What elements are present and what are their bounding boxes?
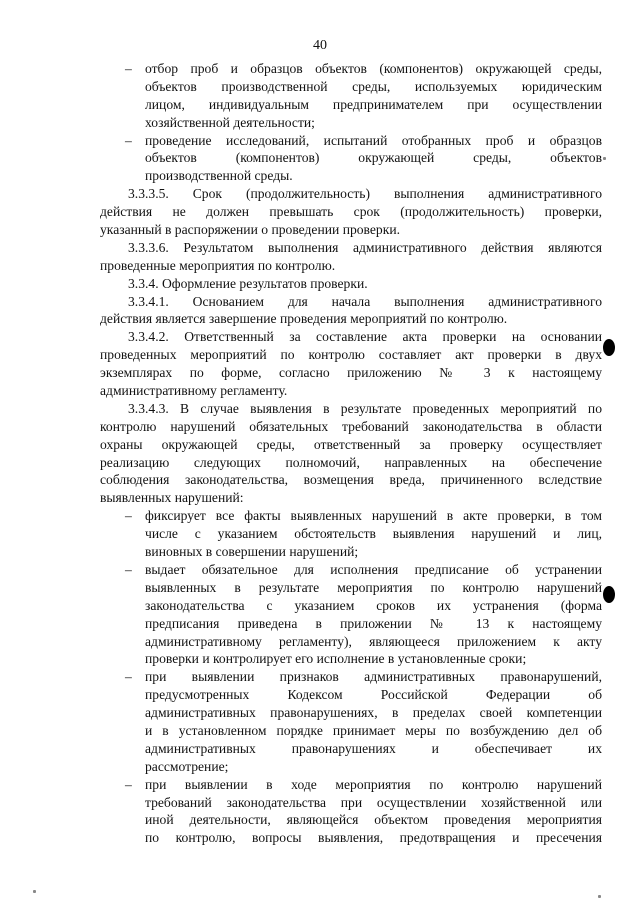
text-line: 3.3.4.1. Основанием для начала выполнения административного [128,293,602,309]
text-line: административных правонарушениях и обеспечивает их [145,740,602,756]
text-line: объектов производственной среды, используемых юридическим [145,78,602,94]
text-line: выявленных нарушений: [100,490,244,506]
text-line: 3.3.3.6. Результатом выполнения административного действия являются [128,239,602,255]
text-line: административных правонарушениях, в пределах своей компетенции [145,705,602,721]
text-line: производственной среды. [145,168,293,184]
text-line: требований законодательства при осуществлении хозяйственной или [145,794,602,810]
bullet-item-line [100,776,602,794]
text-line: 3.3.4. Оформление результатов проверки. [128,275,368,291]
text-line: законодательства с указанием сроков их устранения (форма [145,597,602,613]
text-line: по контролю, вопросы выявления, предотвращения и пресечения [145,830,602,846]
scan-speck [33,890,36,893]
bullet-item-text: отбор проб и образцов объектов (компонентов) окружающей среды, [145,61,602,76]
text-line: 3.3.3.5. Срок (продолжительность) выполнения административного [128,186,602,202]
text-line: иной деятельности, являющейся объектом проведения мероприятия [145,812,602,828]
bullet-dash: – [125,132,132,148]
bullet-dash: – [125,508,132,524]
text-line: предусмотренных Кодексом Российской Федерации об [145,687,602,703]
text-line: проверки и контролирует его исполнение в установленные сроки; [145,651,527,667]
text-line: контролю нарушений обязательных требований законодательства в области [100,418,602,434]
text-line: хозяйственной деятельности; [145,114,315,130]
scan-speck [603,157,606,160]
text-line: указанный в распоряжении о проведении проверки. [100,222,401,238]
page-number: 40 [313,38,327,53]
text-line: 3.3.4.2. Ответственный за составление акта проверки на основании [128,329,602,345]
text-line: виновных в совершении нарушений; [145,544,359,560]
bullet-dash: – [125,561,132,577]
text-line: предписания приведена в приложении № 13 к настоящему [145,615,602,631]
text-line: выявленных в результате мероприятия по контролю нарушений [145,579,602,595]
bullet-item-line [100,60,602,78]
bullet-item-text: при выявлении признаков административных правонарушений, [145,669,602,685]
text-line: лицом, индивидуальным предпринимателем при осуществлении [145,96,602,112]
text-line: действия является завершение проведения мероприятий по контролю. [100,311,508,327]
bullet-item-line [100,668,602,686]
text-line: проведенные мероприятия по контролю. [100,257,336,273]
text-line: рассмотрение; [145,758,229,774]
text-line: 3.3.4.3. В случае выявления в результате проведенных мероприятий по [128,400,602,416]
text-line: административному регламенту), являющееся приложением к акту [145,633,602,649]
bullet-item-text: при выявлении в ходе мероприятия по контролю нарушений [145,776,602,792]
text-line: и в установленном порядке принимает меры по возбуждению дел об [145,722,602,738]
bullet-item-text: фиксирует все факты выявленных нарушений в акте проверки, в том [145,508,602,524]
scan-speck [598,895,601,898]
bullet-dash: – [125,61,132,76]
bullet-item-text: выдает обязательное для исполнения предписание об устранении [145,561,602,577]
text-line: числе с указанием обстоятельств выявления нарушений и лиц, [145,526,602,542]
bullet-item-text: проведение исследований, испытаний отобранных проб и образцов [145,132,602,148]
punch-hole-mark [603,339,615,356]
text-line: охраны окружающей среды, ответственный за проверку осуществляет [100,436,602,452]
bullet-dash: – [125,669,132,685]
text-line: административному регламенту. [100,383,288,399]
document-body [100,60,602,847]
text-line: проведенных мероприятий по контролю составляет акт проверки в двух [100,347,602,363]
text-line: экземплярах по форме, согласно приложению № 3 к настоящему [100,365,602,381]
bullet-item-line [100,561,602,579]
text-line: действия не должен превышать срок (продолжительность) проверки, [100,204,602,220]
text-line: объектов (компонентов) окружающей среды, объектов [145,150,602,166]
bullet-item-line [100,507,602,525]
punch-hole-mark [603,586,615,603]
text-line: реализацию следующих полномочий, направленных на обеспечение [100,454,602,470]
bullet-item-line [100,132,602,150]
bullet-dash: – [125,776,132,792]
text-line: соблюдения законодательства, возмещения вреда, причиненного вследствие [100,472,602,488]
